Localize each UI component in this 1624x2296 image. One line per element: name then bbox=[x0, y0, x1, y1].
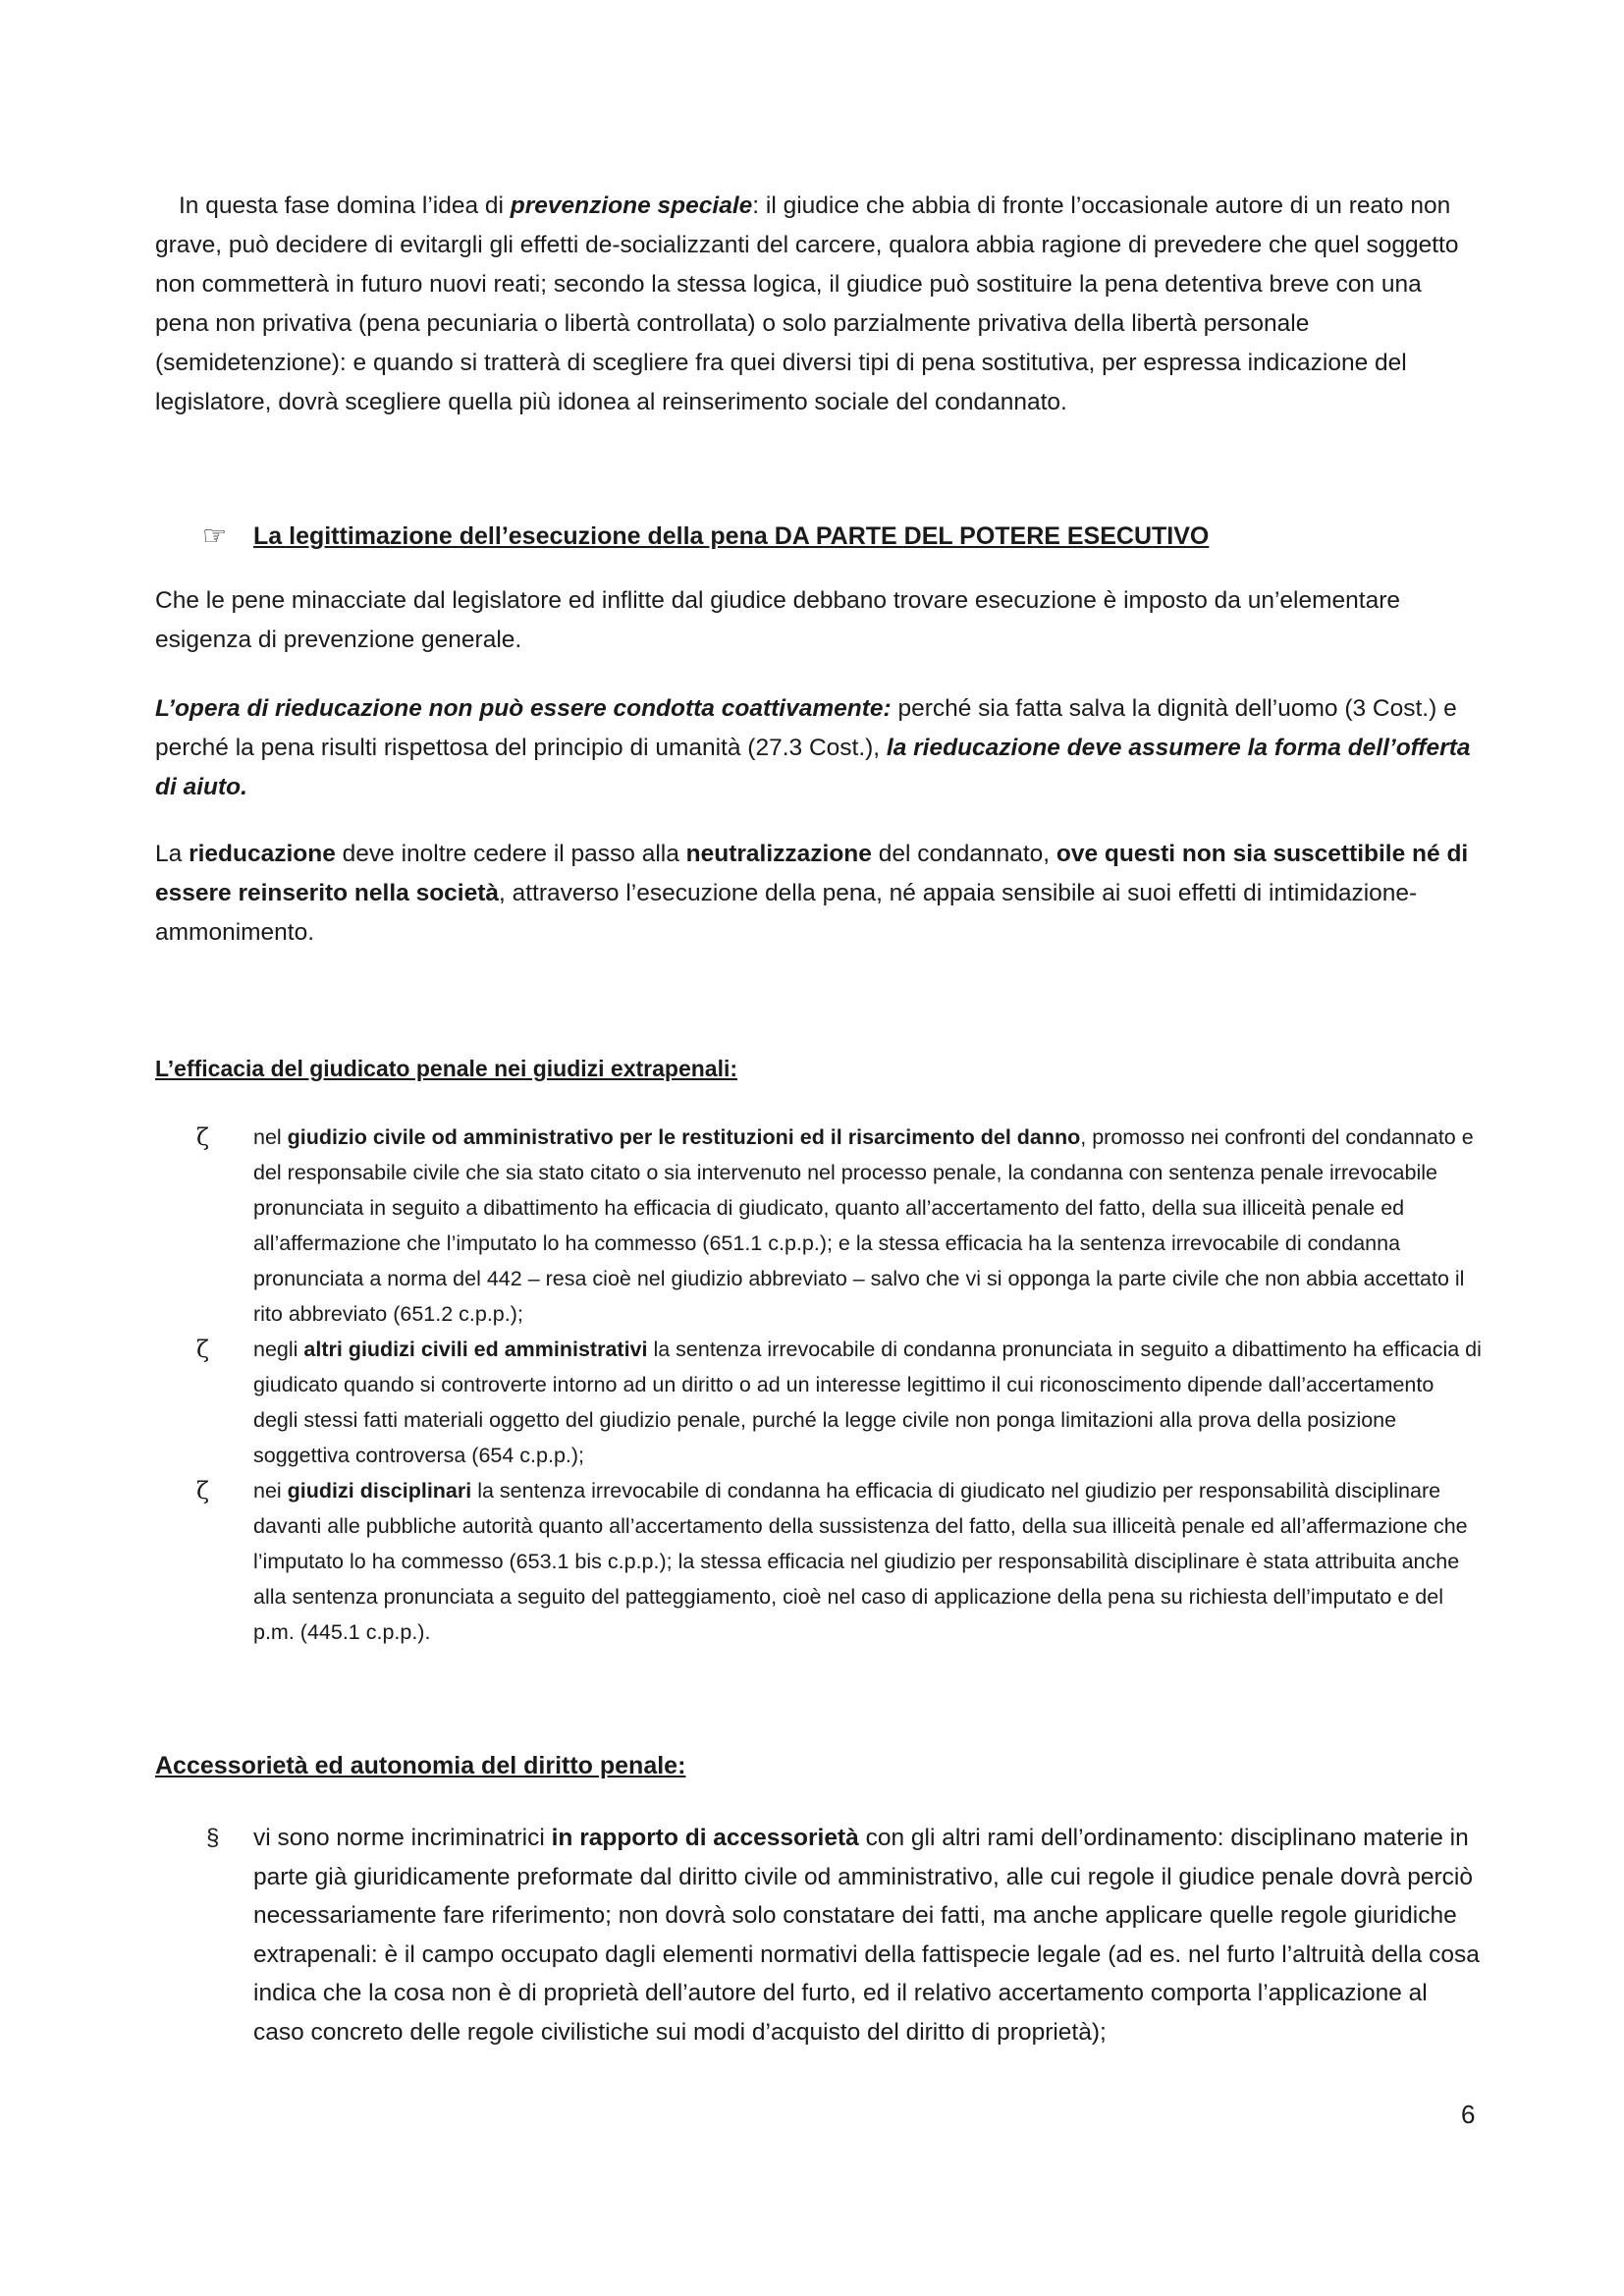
list-item: ζ negli altri giudizi civili ed amministrativi la sentenza irrevocabile di condanna pronunciata in seguito a dibattimento ha efficacia di giudicato quando si controverte intorno ad un diritto o ad un interesse legittimo il cui riconoscimento dipende dall’accertamento degli stessi fatti materiali oggetto del giudizio penale, purché la legge civile non ponga limitazioni alla prova della posizione soggettiva controversa (654 c.p.p.); bbox=[196, 1332, 1483, 1473]
paragraph-prevenzione-speciale: In questa fase domina l’idea di prevenzione speciale: il giudice che abbia di fronte l’occasionale autore di un reato non grave, può decidere di evitargli gli effetti de-socializzanti del carcere, qualora abbia ragione di prevedere che quel soggetto non commetterà in futuro nuovi reati; secondo la stessa logica, il giudice può sostituire la pena detentiva breve con una pena non privativa (pena pecuniaria o libertà controllata) o solo parzialmente privativa della libertà personale (semidetenzione): e quando si tratterà di scegliere fra quei diversi tipi di pena sostitutiva, per espressa indicazione del legislatore, dovrà scegliere quella più idonea al reinserimento sociale del condannato. bbox=[155, 192, 1459, 415]
zeta-bullet-icon: ζ bbox=[196, 1123, 210, 1151]
paragraph-neutralizzazione: La rieducazione deve inoltre cedere il passo alla neutralizzazione del condannato, ove questi non sia suscettibile né di essere reinserito nella società, attraverso l’esecuzione della pena, né appaia sensibile ai suoi effetti di intimidazione-ammonimento. bbox=[155, 841, 1469, 946]
heading-legittimazione-esecuzione: La legittimazione dell’esecuzione della pena DA PARTE DEL POTERE ESECUTIVO bbox=[253, 522, 1210, 550]
zeta-bullet-icon: ζ bbox=[196, 1336, 210, 1363]
list-item: ζ nei giudizi disciplinari la sentenza irrevocabile di condanna ha efficacia di giudicato nel giudizio per responsabilità disciplinare davanti alle pubbliche autorità quanto all’accertamento della sussistenza del fatto, della sua illiceità penale ed all’affermazione che l’imputato lo ha commesso (653.1 bis c.p.p.); la stessa efficacia nel giudizio per responsabilità disciplinare è stata attribuita anche alla sentenza pronunciata a seguito del patteggiamento, cioè nel caso di applicazione della pena su richiesta dell’imputato e del p.m. (445.1 c.p.p.). bbox=[196, 1473, 1483, 1650]
heading-accessorieta-autonomia: Accessorietà ed autonomia del diritto penale: bbox=[155, 1752, 686, 1779]
heading-efficacia-giudicato: L’efficacia del giudicato penale nei giudizi extrapenali: bbox=[155, 1056, 738, 1081]
pointing-hand-icon: ☞ bbox=[202, 520, 228, 551]
section-bullet-icon: § bbox=[206, 1825, 220, 1851]
paragraph-opera-rieducazione: L’opera di rieducazione non può essere condotta coattivamente: perché sia fatta salva la dignità dell’uomo (3 Cost.) e perché la pena risulti rispettosa del principio di umanità (27.3 Cost.), la rieducazione deve assumere la forma dell’offerta di aiuto. bbox=[155, 695, 1471, 800]
zeta-bullet-icon: ζ bbox=[196, 1477, 210, 1504]
list-accessorieta bbox=[206, 1819, 1483, 2051]
list-item: § vi sono norme incriminatrici in rapporto di accessorietà con gli altri rami dell’ordinamento: disciplinano materie in parte già giuridicamente preformate dal diritto civile od amministrativo, alle cui regole il giudice penale dovrà perciò necessariamente fare riferimento; non dovrà solo constatare dei fatti, ma anche applicare quelle regole giuridiche extrapenali: è il campo occupato dagli elementi normativi della fattispecie legale (ad es. nel furto l’altruità della cosa indica che la cosa non è di proprietà dell’autore del furto, ed il relativo accertamento comporta l’applicazione al caso concreto delle regole civilistiche sui modi d’acquisto del diritto di proprietà); bbox=[206, 1819, 1483, 2051]
paragraph-prevenzione-generale: Che le pene minacciate dal legislatore ed inflitte dal giudice debbano trovare esecuzione è imposto da un’elementare esigenza di prevenzione generale. bbox=[155, 587, 1400, 653]
page-number: 6 bbox=[1461, 2100, 1476, 2129]
list-giudizi-extrapenali bbox=[196, 1120, 1483, 1650]
list-item: ζ nel giudizio civile od amministrativo per le restituzioni ed il risarcimento del danno, promosso nei confronti del condannato e del responsabile civile che sia stato citato o sia intervenuto nel processo penale, la condanna con sentenza penale irrevocabile pronunciata in seguito a dibattimento ha efficacia di giudicato, quanto all’accertamento del fatto, della sua illiceità penale ed all’affermazione che l’imputato lo ha commesso (651.1 c.p.p.); e la stessa efficacia ha la sentenza irrevocabile di condanna pronunciata a norma del 442 – resa cioè nel giudizio abbreviato – salvo che vi si opponga la parte civile che non abbia accettato il rito abbreviato (651.2 c.p.p.); bbox=[196, 1120, 1483, 1332]
emphasis-prevenzione-speciale: prevenzione speciale bbox=[510, 192, 753, 219]
